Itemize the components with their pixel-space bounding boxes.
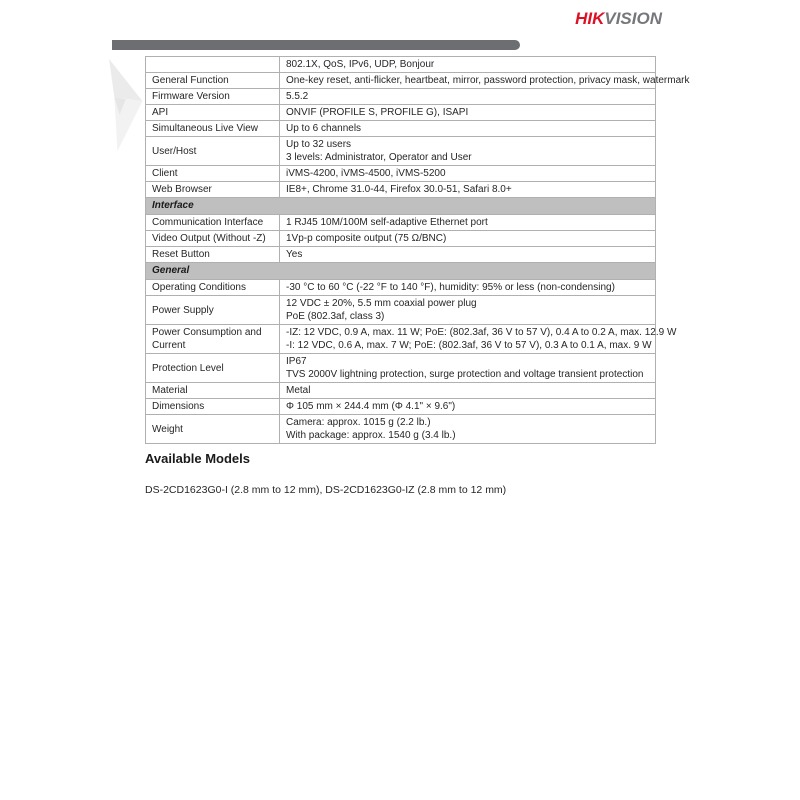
spec-value-cell: 1 RJ45 10M/100M self-adaptive Ethernet port bbox=[286, 217, 488, 228]
spec-value-cell: 5.5.2 bbox=[286, 91, 309, 102]
spec-row bbox=[146, 353, 655, 382]
hikvision-logo bbox=[575, 9, 662, 29]
spec-row bbox=[146, 246, 655, 262]
spec-row bbox=[146, 57, 655, 72]
spec-label-cell: API bbox=[146, 105, 280, 120]
spec-label-cell: Video Output (Without -Z) bbox=[146, 231, 280, 246]
spec-label-cell: Power Consumption and Current bbox=[146, 325, 280, 353]
logo-vision-text: VISION bbox=[604, 9, 662, 28]
spec-label-cell: Material bbox=[146, 383, 280, 398]
spec-row bbox=[146, 279, 655, 295]
spec-value-cell: 1Vp-p composite output (75 Ω/BNC) bbox=[286, 233, 447, 244]
spec-row bbox=[146, 230, 655, 246]
spec-value-cell: -IZ: 12 VDC, 0.9 A, max. 11 W; PoE: (802.3af, 36 V to 57 V), 0.4 A to 0.2 A, max. 12.9 W -I: 12 VDC, 0.6 A, max. 7 W; PoE: (802.3af, 36 V to 57 V), 0.3 A to 0.1 A, max. 9 W bbox=[286, 327, 677, 351]
spec-row bbox=[146, 324, 677, 353]
section-divider-bar bbox=[112, 40, 520, 50]
spec-row bbox=[146, 136, 655, 165]
spec-value-cell: Up to 6 channels bbox=[286, 123, 362, 134]
spec-section-row bbox=[146, 197, 655, 214]
spec-value-cell: ONVIF (PROFILE S, PROFILE G), ISAPI bbox=[286, 107, 469, 118]
spec-value-cell: IP67 TVS 2000V lightning protection, surge protection and voltage transient protection bbox=[286, 356, 644, 380]
spec-label-cell: General Function bbox=[146, 73, 280, 88]
available-models-list: DS-2CD1623G0-I (2.8 mm to 12 mm), DS-2CD1623G0-IZ (2.8 mm to 12 mm) bbox=[145, 484, 507, 496]
spec-value-cell: Yes bbox=[286, 249, 303, 260]
spec-value-cell: Metal bbox=[286, 385, 311, 396]
spec-value-cell: 802.1X, QoS, IPv6, UDP, Bonjour bbox=[286, 59, 435, 70]
spec-table bbox=[145, 56, 690, 444]
spec-label-cell: Web Browser bbox=[146, 182, 280, 197]
spec-label-cell bbox=[146, 57, 280, 72]
logo-hik-text: HIK bbox=[575, 9, 605, 28]
spec-row bbox=[146, 398, 655, 414]
spec-value-cell: Up to 32 users 3 levels: Administrator, Operator and User bbox=[286, 139, 472, 163]
spec-value-cell: -30 °C to 60 °C (-22 °F to 140 °F), humidity: 95% or less (non-condensing) bbox=[286, 282, 615, 293]
spec-label-cell: Client bbox=[146, 166, 280, 181]
spec-label-cell: Dimensions bbox=[146, 399, 280, 414]
spec-section-row bbox=[146, 262, 655, 279]
spec-row bbox=[146, 295, 655, 324]
spec-label-cell: Operating Conditions bbox=[146, 280, 280, 295]
spec-value-cell: One-key reset, anti-flicker, heartbeat, mirror, password protection, privacy mask, watermark bbox=[286, 75, 690, 86]
spec-row bbox=[146, 382, 655, 398]
spec-row bbox=[146, 214, 655, 230]
spec-label-cell: Communication Interface bbox=[146, 215, 280, 230]
spec-row bbox=[146, 414, 655, 443]
spec-label-cell: Simultaneous Live View bbox=[146, 121, 280, 136]
spec-row bbox=[146, 165, 655, 181]
spec-value-cell: Camera: approx. 1015 g (2.2 lb.) With package: approx. 1540 g (3.4 lb.) bbox=[286, 417, 456, 441]
spec-section-label: General bbox=[152, 265, 190, 276]
spec-label-cell: User/Host bbox=[146, 137, 280, 165]
spec-row bbox=[146, 104, 655, 120]
spec-label-cell: Reset Button bbox=[146, 247, 280, 262]
spec-row bbox=[146, 120, 655, 136]
spec-label-cell: Power Supply bbox=[146, 296, 280, 324]
spec-value-cell: Φ 105 mm × 244.4 mm (Φ 4.1" × 9.6") bbox=[286, 401, 456, 412]
spec-label-cell: Firmware Version bbox=[146, 89, 280, 104]
spec-section-label: Interface bbox=[152, 200, 194, 211]
spec-label-cell: Protection Level bbox=[146, 354, 280, 382]
spec-value-cell: 12 VDC ± 20%, 5.5 mm coaxial power plug PoE (802.3af, class 3) bbox=[286, 298, 477, 322]
spec-row bbox=[146, 88, 655, 104]
spec-value-cell: IE8+, Chrome 31.0-44, Firefox 30.0-51, Safari 8.0+ bbox=[286, 184, 512, 195]
spec-label-cell: Weight bbox=[146, 415, 280, 443]
available-models-heading: Available Models bbox=[145, 451, 250, 466]
spec-value-cell: iVMS-4200, iVMS-4500, iVMS-5200 bbox=[286, 168, 446, 179]
page-fold-watermark-icon bbox=[106, 57, 144, 153]
spec-row bbox=[146, 72, 690, 88]
spec-row bbox=[146, 181, 655, 197]
